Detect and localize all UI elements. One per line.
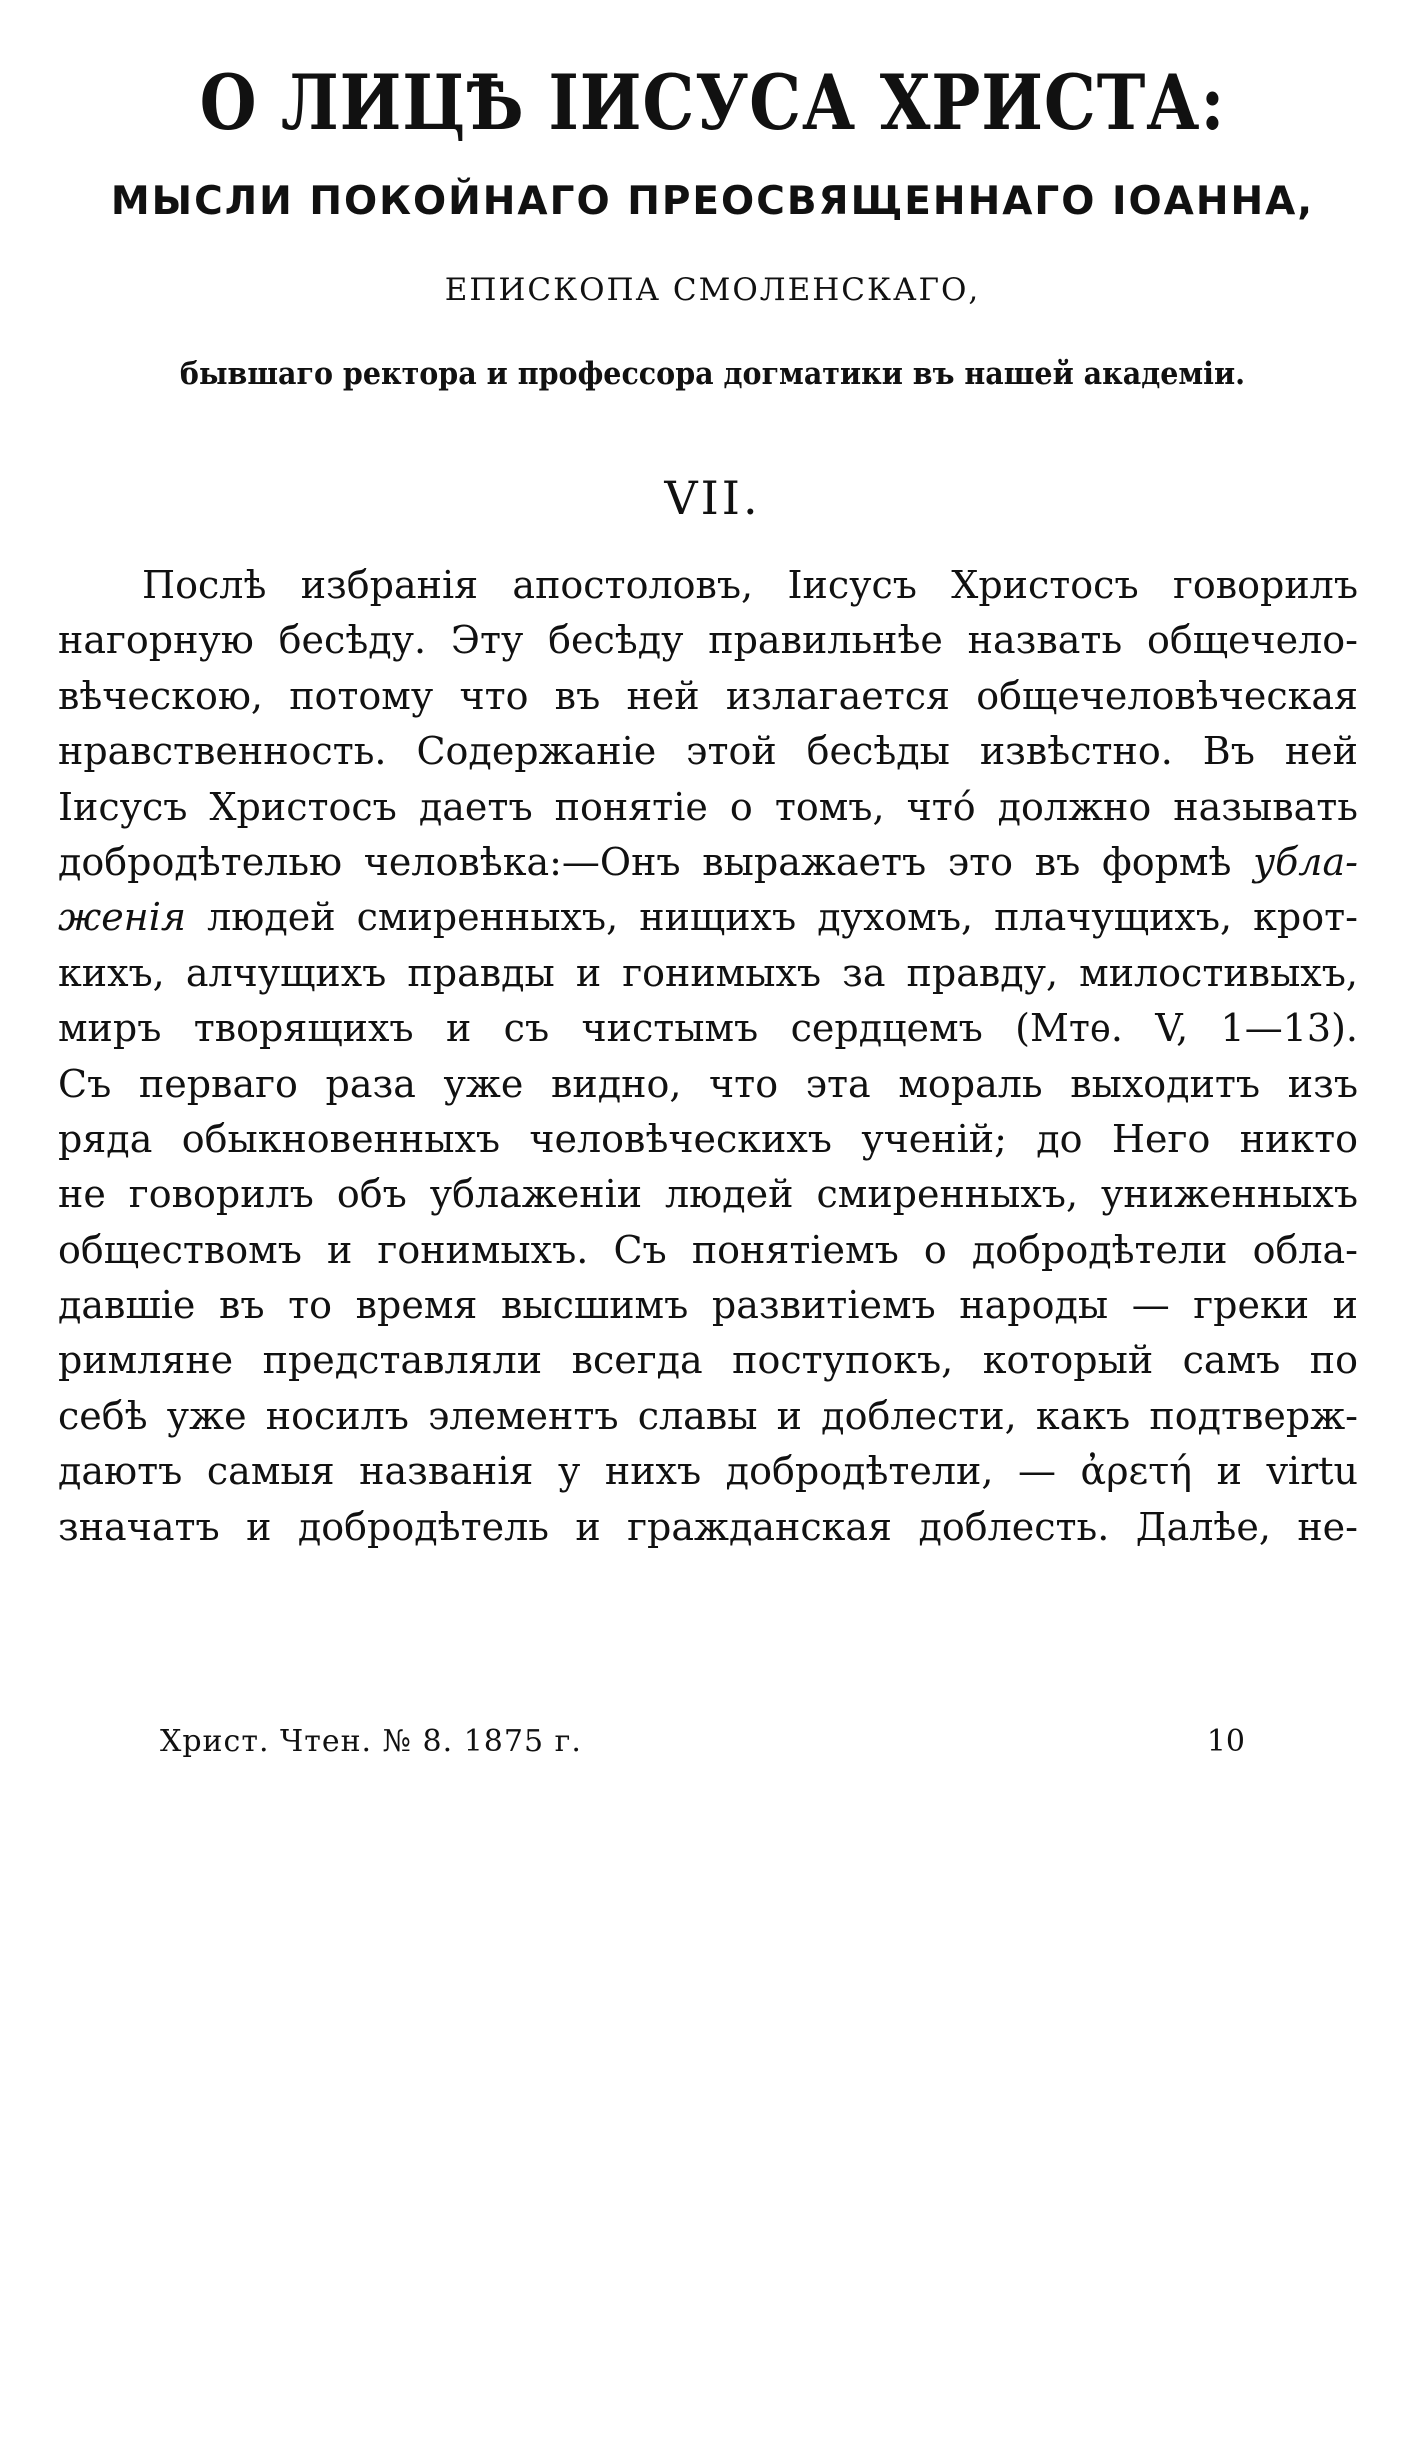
text-line: значатъ и добродѣтель и гражданская доблесть. Далѣе, не-	[58, 1504, 1358, 1549]
text-line: миръ творящихъ и съ чистымъ сердцемъ (Мтѳ. V, 1—13).	[58, 1006, 1358, 1051]
journal-reference: Христ. Чтен. № 8. 1875 г.	[160, 1724, 582, 1759]
text-line: обществомъ и гонимыхъ. Съ понятіемъ о добродѣтели обла-	[58, 1227, 1358, 1272]
text-line: Съ перваго раза уже видно, что эта мораль выходитъ изъ	[58, 1061, 1358, 1106]
text-line: ряда обыкновенныхъ человѣческихъ ученій; до Него никто	[58, 1116, 1358, 1161]
page-subtitle: МЫСЛИ ПОКОЙНАГО ПРЕОСВЯЩЕННАГО ІОАННА,	[110, 179, 1315, 224]
emphasized-word: убла-	[1253, 839, 1358, 884]
text-line: нравственность. Содержаніе этой бесѣды извѣстно. Въ ней	[58, 729, 1358, 774]
emphasized-word: женія	[58, 895, 187, 940]
text-line: добродѣтелью человѣка:—Онъ выражаетъ это въ формѣ убла-	[58, 839, 1358, 884]
text-line: даютъ самыя названія у нихъ добродѣтели, — ἀρετή и virtu	[58, 1449, 1358, 1494]
text-line: не говорилъ объ ублаженіи людей смиренныхъ, униженныхъ	[58, 1172, 1358, 1217]
text-line: нагорную бесѣду. Эту бесѣду правильнѣе назвать общечело-	[58, 618, 1358, 663]
page-title: О ЛИЦѢ ІИСУСА ХРИСТА:	[199, 58, 1226, 147]
text-line: вѣческою, потому что въ ней излагается общечеловѣческая	[58, 673, 1358, 718]
author-see: ЕПИСКОПА СМОЛЕНСКАГО,	[444, 272, 981, 308]
signature-mark: 10	[1206, 1724, 1245, 1759]
text-line: римляне представляли всегда поступокъ, который самъ по	[58, 1338, 1358, 1383]
text-line: женія людей смиренныхъ, нищихъ духомъ, плачущихъ, крот-	[58, 895, 1358, 940]
text-line: Іисусъ Христосъ даетъ понятіе о томъ, что́ должно называть	[58, 784, 1358, 829]
text-line: кихъ, алчущихъ правды и гонимыхъ за правду, милостивыхъ,	[58, 950, 1358, 995]
section-number: VII.	[664, 471, 761, 525]
text-line: давшіе въ то время высшимъ развитіемъ народы — греки и	[58, 1283, 1358, 1328]
text-line: себѣ уже носилъ элементъ славы и доблести, какъ подтверж-	[58, 1393, 1358, 1438]
author-description: бывшаго ректора и профессора догматики въ нашей академіи.	[179, 356, 1246, 392]
text-line: Послѣ избранія апостоловъ, Іисусъ Христосъ говорилъ	[142, 563, 1358, 607]
body-text	[58, 558, 1358, 1555]
